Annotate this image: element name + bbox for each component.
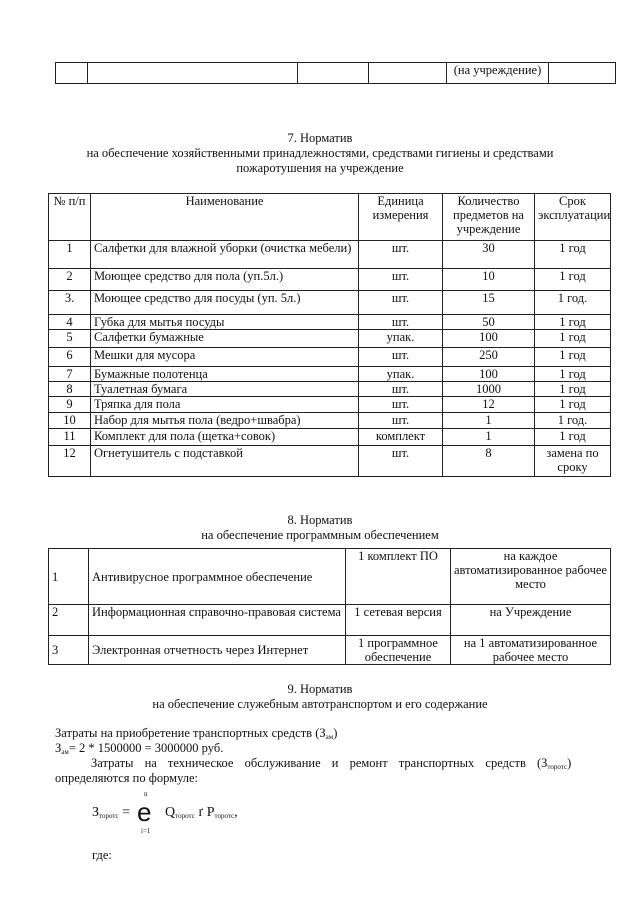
unit: шт. bbox=[359, 446, 443, 477]
section9-title: на обеспечение служебным автотранспортом и его содержание bbox=[152, 697, 488, 711]
service-life: замена по сроку bbox=[535, 446, 611, 477]
service-life: 1 год bbox=[535, 367, 611, 382]
section7-title-line2: пожаротушения на учреждение bbox=[236, 161, 404, 175]
table-row bbox=[49, 605, 611, 636]
formula-lhs: $З_{торотс}$ = bbox=[92, 805, 131, 820]
quantity: 1 bbox=[443, 429, 535, 446]
table-cell bbox=[369, 63, 447, 84]
row-number: 11 bbox=[49, 429, 91, 446]
column-header: Наименование bbox=[91, 194, 359, 241]
unit: шт. bbox=[359, 413, 443, 429]
section9-number: 9. Норматив bbox=[287, 682, 353, 696]
row-number: 5 bbox=[49, 330, 91, 348]
section7-number: 7. Норматив bbox=[287, 131, 353, 145]
scope: на Учреждение bbox=[451, 605, 611, 636]
scope: на 1 автоматизированное рабочее место bbox=[451, 636, 611, 665]
quantity: 30 bbox=[443, 241, 535, 269]
section7-title-line1: на обеспечение хозяйственными принадлежностями, средствами гигиены и средствами bbox=[86, 146, 554, 160]
sum-lower-limit: i=1 bbox=[141, 827, 151, 835]
item-name: Мешки для мусора bbox=[91, 348, 359, 367]
section8-title: на обеспечение программным обеспечением bbox=[201, 528, 439, 542]
sum-symbol: e bbox=[137, 797, 152, 827]
item-name: Моющее средство для пола (уп.5л.) bbox=[91, 269, 359, 291]
table-cell bbox=[88, 63, 298, 84]
column-header: Количество предметов на учреждение bbox=[443, 194, 535, 241]
scope: на каждое автоматизированное рабочее место bbox=[451, 549, 611, 605]
column-header: № п/п bbox=[49, 194, 91, 241]
item-name: Комплект для пола (щетка+совок) bbox=[91, 429, 359, 446]
row-number: 3 bbox=[49, 636, 89, 665]
quantity: 1 сетевая версия bbox=[346, 605, 451, 636]
table-row bbox=[49, 636, 611, 665]
service-life: 1 год bbox=[535, 397, 611, 413]
item-name: Бумажные полотенца bbox=[91, 367, 359, 382]
table-row bbox=[49, 397, 611, 413]
table-cell bbox=[298, 63, 369, 84]
service-life: 1 год bbox=[535, 241, 611, 269]
item-name: Губка для мытья посуды bbox=[91, 315, 359, 330]
quantity: 12 bbox=[443, 397, 535, 413]
service-life: 1 год. bbox=[535, 291, 611, 315]
table-row bbox=[49, 367, 611, 382]
quantity: 1 комплект ПО bbox=[346, 549, 451, 605]
section7-table bbox=[48, 193, 611, 477]
service-life: 1 год bbox=[535, 330, 611, 348]
item-name: Тряпка для пола bbox=[91, 397, 359, 413]
service-life: 1 год. bbox=[535, 413, 611, 429]
row-number: 9 bbox=[49, 397, 91, 413]
unit: комплект bbox=[359, 429, 443, 446]
quantity: 15 bbox=[443, 291, 535, 315]
maintenance-paragraph-end: определяются по формуле: bbox=[55, 771, 199, 785]
software-name: Антивирусное программное обеспечение bbox=[89, 549, 346, 605]
table-header-row bbox=[49, 194, 611, 241]
row-number: 10 bbox=[49, 413, 91, 429]
quantity: 1 программное обеспечение bbox=[346, 636, 451, 665]
table-row bbox=[49, 315, 611, 330]
table-cell bbox=[549, 63, 616, 84]
unit: шт. bbox=[359, 291, 443, 315]
item-name: Туалетная бумага bbox=[91, 382, 359, 397]
row-number: 12 bbox=[49, 446, 91, 477]
software-name: Информационная справочно-правовая система bbox=[89, 605, 346, 636]
maintenance-paragraph: Затраты на техническое обслуживание и ремонт транспортных средств $(З_{торотс})$ bbox=[91, 756, 572, 771]
table-cell bbox=[56, 63, 88, 84]
table-row bbox=[49, 348, 611, 367]
table-cell: (на учреждение) bbox=[447, 63, 549, 84]
row-number: 2 bbox=[49, 605, 89, 636]
row-number: 8 bbox=[49, 382, 91, 397]
quantity: 100 bbox=[443, 330, 535, 348]
section8-number: 8. Норматив bbox=[287, 513, 353, 527]
where-label: где: bbox=[92, 848, 112, 862]
service-life: 1 год bbox=[535, 348, 611, 367]
quantity: 1000 bbox=[443, 382, 535, 397]
quantity: 8 bbox=[443, 446, 535, 477]
table-row bbox=[49, 429, 611, 446]
table-row bbox=[49, 446, 611, 477]
row-number: 7 bbox=[49, 367, 91, 382]
sum-upper-limit: n bbox=[144, 790, 148, 798]
item-name: Салфетки бумажные bbox=[91, 330, 359, 348]
item-name: Огнетушитель с подставкой bbox=[91, 446, 359, 477]
unit: шт. bbox=[359, 397, 443, 413]
table-row bbox=[49, 413, 611, 429]
row-number: 1 bbox=[49, 241, 91, 269]
item-name: Салфетки для влажной уборки (очистка мебели) bbox=[91, 241, 359, 269]
quantity: 10 bbox=[443, 269, 535, 291]
table-row bbox=[49, 382, 611, 397]
unit: упак. bbox=[359, 367, 443, 382]
vehicle-purchase-cost-line: Затраты на приобретение транспортных средств $(З_{ам})$ bbox=[55, 726, 338, 741]
quantity: 1 bbox=[443, 413, 535, 429]
row-number: 6 bbox=[49, 348, 91, 367]
quantity: 100 bbox=[443, 367, 535, 382]
column-header: Срок эксплуатации bbox=[535, 194, 611, 241]
quantity: 250 bbox=[443, 348, 535, 367]
row-number: 3. bbox=[49, 291, 91, 315]
formula-rhs: $Q_{торотс}$ ґ $P_{торотс}$, bbox=[165, 805, 238, 820]
section8-table bbox=[48, 548, 611, 665]
quantity: 50 bbox=[443, 315, 535, 330]
vehicle-purchase-calc: $З_{ам}= 2 * 1500000 = 3000000$ руб. bbox=[55, 741, 224, 756]
row-number: 1 bbox=[49, 549, 89, 605]
row-number: 2 bbox=[49, 269, 91, 291]
column-header: Единица измерения bbox=[359, 194, 443, 241]
unit: шт. bbox=[359, 315, 443, 330]
table-row bbox=[49, 269, 611, 291]
unit: шт. bbox=[359, 269, 443, 291]
table-row bbox=[49, 241, 611, 269]
service-life: 1 год bbox=[535, 315, 611, 330]
row-number: 4 bbox=[49, 315, 91, 330]
item-name: Моющее средство для посуды (уп. 5л.) bbox=[91, 291, 359, 315]
service-life: 1 год bbox=[535, 269, 611, 291]
unit: шт. bbox=[359, 348, 443, 367]
unit: шт. bbox=[359, 241, 443, 269]
software-name: Электронная отчетность через Интернет bbox=[89, 636, 346, 665]
item-name: Набор для мытья пола (ведро+швабра) bbox=[91, 413, 359, 429]
table-row bbox=[49, 291, 611, 315]
maintenance-formula bbox=[92, 790, 392, 840]
top-table bbox=[55, 62, 616, 84]
service-life: 1 год bbox=[535, 429, 611, 446]
table-row bbox=[49, 549, 611, 605]
unit: упак. bbox=[359, 330, 443, 348]
service-life: 1 год bbox=[535, 382, 611, 397]
unit: шт. bbox=[359, 382, 443, 397]
table-row bbox=[49, 330, 611, 348]
